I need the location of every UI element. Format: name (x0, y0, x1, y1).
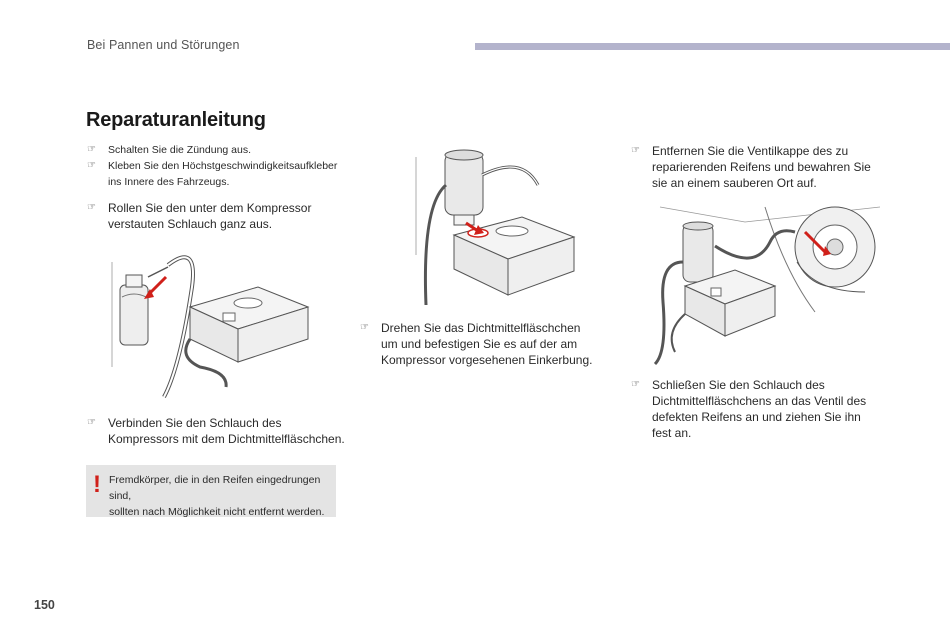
step-text: um und befestigen Sie es auf der am (381, 337, 578, 351)
pointing-hand-icon: ☞ (87, 160, 96, 171)
step-text: Entfernen Sie die Ventilkappe des zu (652, 144, 849, 158)
step-text: verstauten Schlauch ganz aus. (108, 217, 273, 231)
page-title: Reparaturanleitung (86, 109, 266, 131)
step-text: Rollen Sie den unter dem Kompressor (108, 201, 312, 215)
pointing-hand-icon: ☞ (631, 145, 640, 156)
step-unroll-hose (87, 200, 347, 232)
warning-text: Fremdkörper, die in den Reifen eingedrungen sind, sollten nach Möglichkeit nicht entfernt werden. (109, 474, 325, 518)
step-connect-valve (631, 377, 891, 441)
list-item (87, 158, 347, 190)
pointing-hand-icon: ☞ (631, 379, 640, 390)
step-text: Drehen Sie das Dichtmittelfläschchen (381, 321, 581, 335)
list-item (87, 200, 347, 232)
step-remove-valve-cap (631, 143, 891, 191)
header-bar (475, 43, 950, 50)
list-item (87, 142, 347, 158)
step-text: defekten Reifens an und ziehen Sie ihn (652, 410, 861, 424)
pointing-hand-icon: ☞ (87, 144, 96, 155)
pointing-hand-icon: ☞ (360, 322, 369, 333)
step-text: Kleben Sie den Höchstgeschwindigkeitsaufkleber (108, 160, 338, 172)
list-item (631, 143, 891, 191)
step-text: Kompressor vorgesehenen Einkerbung. (381, 353, 593, 367)
compressor-bottle-illustration (108, 247, 330, 407)
step-text: Schalten Sie die Zündung aus. (108, 144, 252, 156)
steps-ignition (87, 142, 347, 190)
pointing-hand-icon: ☞ (87, 202, 96, 213)
list-item (87, 415, 347, 447)
step-text: fest an. (652, 426, 692, 440)
page-number: 150 (34, 598, 55, 612)
hose-to-tyre-illustration (645, 202, 880, 367)
step-connect-hose (87, 415, 347, 447)
warning-box (86, 465, 336, 517)
step-text: Kompressors mit dem Dichtmittelfläschchen. (108, 432, 345, 446)
step-text: sie an einem sauberen Ort auf. (652, 176, 817, 190)
list-item (631, 377, 891, 441)
pointing-hand-icon: ☞ (87, 417, 96, 428)
step-text: Verbinden Sie den Schlauch des (108, 416, 282, 430)
section-header: Bei Pannen und Störungen (87, 38, 240, 52)
list-item (360, 320, 600, 368)
step-attach-bottle (360, 320, 600, 368)
bottle-on-compressor-illustration (412, 145, 588, 315)
step-text: ins Innere des Fahrzeugs. (108, 176, 230, 188)
step-text: Schließen Sie den Schlauch des (652, 378, 825, 392)
exclamation-icon: ! (93, 471, 101, 498)
step-text: Dichtmittelfläschchens an das Ventil des (652, 394, 867, 408)
step-text: reparierenden Reifens und bewahren Sie (652, 160, 871, 174)
